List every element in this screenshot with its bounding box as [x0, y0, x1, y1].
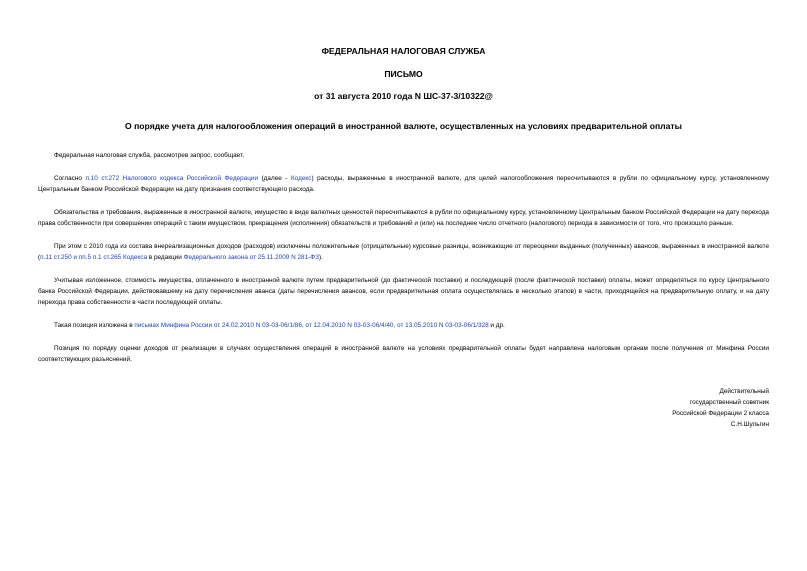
code-link[interactable]: Кодекс: [290, 175, 312, 182]
paragraph-4: [38, 241, 769, 263]
paragraph-4-text-c: ).: [319, 254, 323, 261]
minfin-letters-link[interactable]: письмах Минфина России от 24.02.2010 N 03-03-06/1/86, от 12.04.2010 N 03-03-06/4/40, от 13.05.2010 N 03-03-06/1/328: [134, 322, 489, 329]
paragraph-2: [38, 173, 769, 195]
paragraph-2-text-b: (далее -: [258, 175, 291, 182]
federal-law-link[interactable]: Федерального закона от 25.11.2009 N 281-ФЗ: [183, 254, 319, 261]
paragraph-1: Федеральная налоговая служба, рассмотрев запрос, сообщает.: [54, 152, 244, 159]
signatory-name: С.Н.Шульгин: [730, 421, 769, 428]
agency-heading: ФЕДЕРАЛЬНАЯ НАЛОГОВАЯ СЛУЖБА: [321, 46, 486, 56]
signature-line-2: государственный советник: [689, 399, 769, 406]
signature-line-1: Действительный: [719, 388, 769, 395]
paragraph-4-text-a: При этом с 2010 года из состава внереализационных доходов (расходов) исключены положительные (отрицательные) курсовые разницы, возникающие от переоценки выданных (полученных) авансов, выраженных в иностранной валюте (: [38, 243, 769, 261]
tax-code-link[interactable]: п.10 ст.272 Налогового кодекса Российской Федерации: [85, 175, 259, 182]
paragraph-2-text-c: ) расходы, выраженные в иностранной валюте, для целей налогообложения пересчитываются в рубли по официальному курсу, установленному Центральным банком Российской Федерации на дату признания соответствующего расхода.: [38, 175, 769, 193]
document-title: О порядке учета для налогообложения операций в иностранной валюте, осуществленных на условиях предварительной оплаты: [125, 121, 682, 131]
paragraph-4-text-b: в редакции: [147, 254, 184, 261]
signature-line-3: Российской Федерации 2 класса: [672, 410, 769, 417]
document-type: ПИСЬМО: [384, 69, 423, 79]
paragraph-6: [38, 320, 769, 331]
signature-block: [672, 386, 769, 430]
paragraph-5: Учитывая изложенное, стоимость имущества, оплаченного в иностранной валюте путем предварительной (до фактической поставки) и последующей (после фактической поставки) оплаты, может определяться по курсу Центрального банка Российской Федерации, действовавшему на дату перечисления аванса (даты перечисления авансов, если предварительная оплата осуществлялась в несколько этапов) в части, приходящейся на предварительную оплату, и на дату перехода права собственности в части последующей оплаты.: [38, 277, 769, 306]
letter-body: [38, 150, 769, 377]
paragraph-7: Позиция по порядку оценки доходов от реализации в случаях осуществления операций в иностранной валюте на условиях предварительной оплаты будет направлена налоговым органам после получения от Минфина России соответствующих разъяснений.: [38, 345, 769, 363]
paragraph-3: Обязательства и требования, выраженные в иностранной валюте, имущество в виде валютных ценностей пересчитываются в рубли по официальному курсу, установленному Центральным банком Российской Федерации на дату перехода права собственности при совершении операций с таким имуществом, прекращения (исполнения) обязательств и требований и (или) на последнее число отчетного (налогового) периода в зависимости от того, что произошло раньше.: [38, 209, 769, 227]
document-date-number: от 31 августа 2010 года N ШС-37-3/10322@: [314, 91, 493, 101]
code-articles-link[interactable]: п.11 ст.250 и пп.5 п.1 ст.265 Кодекса: [40, 254, 148, 261]
paragraph-2-text-a: Согласно: [54, 175, 86, 182]
paragraph-6-text-a: Такая позиция изложена в: [54, 322, 135, 329]
paragraph-6-text-b: и др.: [488, 322, 505, 329]
